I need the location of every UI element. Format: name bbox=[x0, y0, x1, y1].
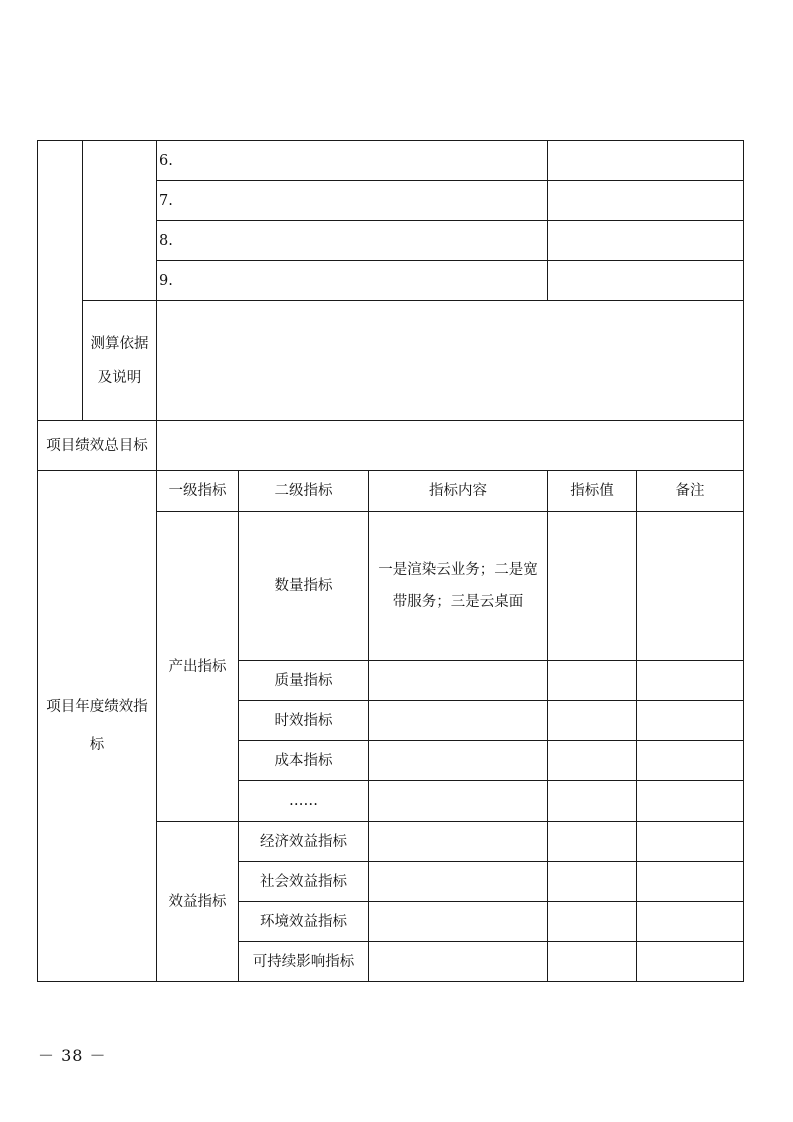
value-cell[interactable] bbox=[548, 942, 636, 981]
basis-label-cell bbox=[83, 301, 156, 420]
remark-cell[interactable] bbox=[637, 902, 743, 941]
remark-cell[interactable] bbox=[637, 942, 743, 981]
header-remark: 备注 bbox=[675, 483, 705, 499]
level1-benefit-label: 效益指标 bbox=[168, 893, 227, 910]
numbered-item-cell: 9. bbox=[159, 272, 173, 289]
numbered-item-value-cell[interactable] bbox=[548, 261, 743, 300]
value-cell[interactable] bbox=[548, 822, 636, 861]
level2-cell: 环境效益指标 bbox=[260, 913, 347, 930]
remark-cell[interactable] bbox=[637, 822, 743, 861]
level1-output-cell bbox=[157, 512, 238, 821]
numbered-item-cell: 8. bbox=[159, 232, 173, 249]
numbered-item-value-cell[interactable] bbox=[548, 181, 743, 220]
level2-cell: 成本指标 bbox=[274, 752, 333, 769]
header-value: 指标值 bbox=[570, 483, 614, 499]
header-level2: 二级指标 bbox=[274, 483, 333, 499]
level2-cell: 社会效益指标 bbox=[260, 873, 347, 890]
page-number: － 38 － bbox=[38, 1046, 107, 1065]
value-cell[interactable] bbox=[548, 741, 636, 780]
remark-cell[interactable] bbox=[637, 661, 743, 700]
content-cell[interactable] bbox=[369, 942, 547, 981]
value-cell[interactable] bbox=[548, 781, 636, 821]
numbered-item-cell: 6. bbox=[159, 152, 173, 169]
level1-benefit-cell bbox=[157, 822, 238, 981]
table-border-bottom bbox=[37, 981, 744, 982]
numbered-item-value-cell[interactable] bbox=[548, 221, 743, 260]
content-cell[interactable] bbox=[369, 512, 547, 660]
annual-indicator-label-cell bbox=[38, 471, 156, 981]
overall-goal-label: 项目绩效总目标 bbox=[46, 437, 148, 454]
level1-output-label: 产出指标 bbox=[168, 658, 227, 675]
value-cell[interactable] bbox=[548, 701, 636, 740]
value-cell[interactable] bbox=[548, 661, 636, 700]
content-cell[interactable] bbox=[369, 701, 547, 740]
value-cell[interactable] bbox=[548, 902, 636, 941]
level2-cell: 数量指标 bbox=[274, 578, 333, 594]
basis-label: 测算依据及说明 bbox=[90, 335, 149, 386]
remark-cell[interactable] bbox=[637, 701, 743, 740]
content-cell[interactable] bbox=[369, 902, 547, 941]
annual-indicator-label: 项目年度绩效指标 bbox=[46, 699, 148, 753]
basis-content-cell[interactable] bbox=[157, 301, 743, 420]
overall-goal-label-cell bbox=[38, 421, 156, 470]
remark-cell[interactable] bbox=[637, 862, 743, 901]
level2-cell: 可持续影响指标 bbox=[252, 953, 355, 970]
header-content: 指标内容 bbox=[429, 483, 487, 499]
overall-goal-content-cell[interactable] bbox=[157, 421, 743, 470]
value-cell[interactable] bbox=[548, 512, 636, 660]
content-cell[interactable] bbox=[369, 781, 547, 821]
level2-cell: 时效指标 bbox=[274, 712, 333, 729]
header-level1: 一级指标 bbox=[168, 483, 227, 499]
level2-cell: …… bbox=[289, 793, 318, 809]
table-border-right bbox=[743, 140, 744, 982]
content-cell[interactable] bbox=[369, 822, 547, 861]
level2-cell: 质量指标 bbox=[274, 672, 333, 689]
quantity-content-text: 一是渲染云业务；二是宽带服务；三是云桌面 bbox=[378, 562, 538, 610]
numbered-item-cell: 7. bbox=[159, 192, 173, 209]
level2-cell: 经济效益指标 bbox=[260, 833, 347, 850]
remark-cell[interactable] bbox=[637, 781, 743, 821]
remark-cell[interactable] bbox=[637, 512, 743, 660]
numbered-item-value-cell[interactable] bbox=[548, 141, 743, 180]
remark-cell[interactable] bbox=[637, 741, 743, 780]
content-cell[interactable] bbox=[369, 862, 547, 901]
content-cell[interactable] bbox=[369, 661, 547, 700]
content-cell[interactable] bbox=[369, 741, 547, 780]
value-cell[interactable] bbox=[548, 862, 636, 901]
